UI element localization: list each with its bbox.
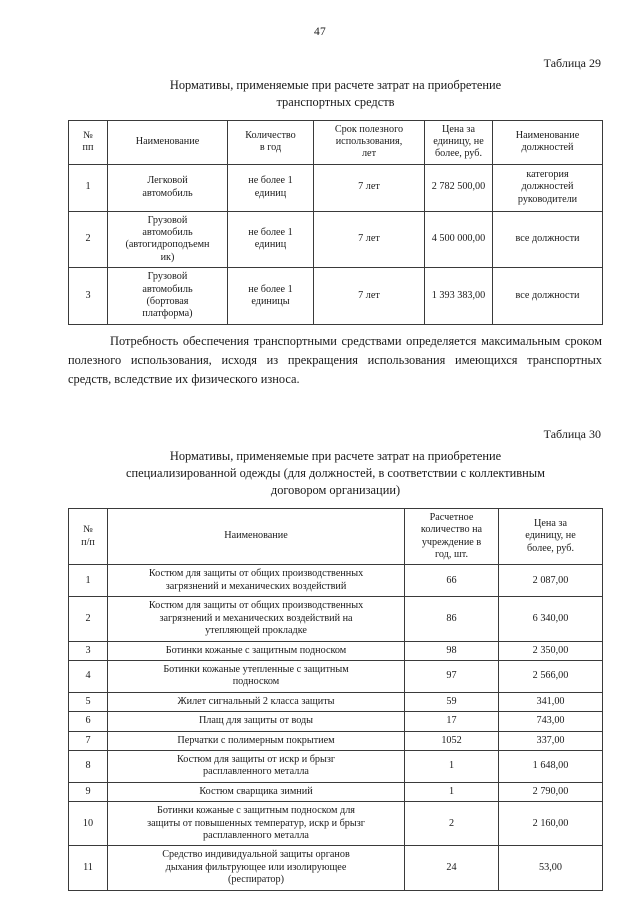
cell-name: Перчатки с полимерным покрытием (108, 731, 405, 750)
table29-col-positions: Наименование должностей (493, 121, 603, 165)
table29-title-line-1: Нормативы, применяемые при расчете затрат на приобретение (169, 78, 502, 92)
table30-body (69, 565, 603, 890)
cell-price: 2 087,00 (499, 565, 603, 597)
cell-qty: 66 (405, 565, 499, 597)
table30-title-line-3: договором организации) (270, 482, 401, 497)
cell-name: Жилет сигнальный 2 класса защиты (108, 692, 405, 711)
cell-qty: не более 1 единицы (228, 268, 314, 325)
table29-col-qty: Количество в год (228, 121, 314, 165)
table-row (69, 731, 603, 750)
cell-num: 3 (69, 641, 108, 660)
cell-qty: 59 (405, 692, 499, 711)
table29-col-term: Срок полезного использования, лет (314, 121, 425, 165)
table30-title-line-1: Нормативы, применяемые при расчете затрат на приобретение (169, 448, 502, 463)
cell-price: 2 566,00 (499, 660, 603, 692)
cell-num: 7 (69, 731, 108, 750)
cell-qty: 86 (405, 597, 499, 641)
cell-name: Легковой автомобиль (108, 164, 228, 211)
table29-col-price: Цена за единицу, не более, руб. (425, 121, 493, 165)
cell-term: 7 лет (314, 268, 425, 325)
cell-price: 1 648,00 (499, 750, 603, 782)
cell-name: Ботинки кожаные утепленные с защитным подноском (108, 660, 405, 692)
cell-qty: 1052 (405, 731, 499, 750)
cell-term: 7 лет (314, 211, 425, 268)
cell-price: 1 393 383,00 (425, 268, 493, 325)
cell-price: 53,00 (499, 846, 603, 890)
table-header-row (69, 508, 603, 565)
table29-body (69, 164, 603, 324)
table-row (69, 782, 603, 801)
cell-num: 8 (69, 750, 108, 782)
table30-col-qty: Расчетное количество на учреждение в год, шт. (405, 508, 499, 565)
table-row (69, 802, 603, 846)
cell-price: 6 340,00 (499, 597, 603, 641)
cell-name: Ботинки кожаные с защитным подноском для защиты от повышенных температур, искр и брызг расплавленного металла (108, 802, 405, 846)
cell-qty: 97 (405, 660, 499, 692)
cell-qty: 1 (405, 750, 499, 782)
page-content (68, 56, 603, 891)
table-row (69, 660, 603, 692)
table29-header (69, 121, 603, 165)
table30-col-num: № п/п (69, 508, 108, 565)
cell-price: 337,00 (499, 731, 603, 750)
cell-num: 5 (69, 692, 108, 711)
table-row (69, 641, 603, 660)
table30-header (69, 508, 603, 565)
cell-price: 4 500 000,00 (425, 211, 493, 268)
table29-title (68, 77, 603, 111)
cell-price: 743,00 (499, 712, 603, 731)
table-29 (68, 120, 603, 325)
cell-num: 1 (69, 565, 108, 597)
cell-num: 3 (69, 268, 108, 325)
table30-col-price: Цена за единицу, не более, руб. (499, 508, 603, 565)
cell-num: 6 (69, 712, 108, 731)
cell-name: Средство индивидуальной защиты органов дыхания фильтрующее или изолирующее (респиратор) (108, 846, 405, 890)
table-row (69, 268, 603, 325)
cell-num: 2 (69, 211, 108, 268)
cell-qty: 1 (405, 782, 499, 801)
cell-price: 2 782 500,00 (425, 164, 493, 211)
cell-num: 4 (69, 660, 108, 692)
cell-name: Костюм для защиты от общих производственных загрязнений и механических воздействий на утепляющей прокладке (108, 597, 405, 641)
cell-positions: все должности (493, 268, 603, 325)
cell-qty: 24 (405, 846, 499, 890)
cell-name: Костюм для защиты от общих производственных загрязнений и механических воздействий (108, 565, 405, 597)
table30-col-name: Наименование (108, 508, 405, 565)
cell-qty: не более 1 единиц (228, 211, 314, 268)
table-row (69, 164, 603, 211)
cell-name: Грузовой автомобиль (бортовая платформа) (108, 268, 228, 325)
cell-qty: 2 (405, 802, 499, 846)
cell-price: 341,00 (499, 692, 603, 711)
cell-positions: категория должностей руководители (493, 164, 603, 211)
table30-label: Таблица 30 (543, 426, 601, 441)
cell-name: Грузовой автомобиль (автогидроподъемн ик) (108, 211, 228, 268)
table-row (69, 692, 603, 711)
cell-qty: 98 (405, 641, 499, 660)
cell-qty: 17 (405, 712, 499, 731)
table29-title-line-2: транспортных средств (276, 95, 395, 109)
cell-num: 9 (69, 782, 108, 801)
table29-col-num: № пп (69, 121, 108, 165)
cell-positions: все должности (493, 211, 603, 268)
cell-num: 1 (69, 164, 108, 211)
table-row (69, 750, 603, 782)
table30-title (68, 448, 603, 499)
body-paragraph: Потребность обеспечения транспортными средствами определяется максимальным сроком полезного использования, исходя из прекращения использования имеющихся транспортных средств, вследствие их физического износа. (68, 333, 602, 386)
table-row (69, 846, 603, 890)
cell-num: 11 (69, 846, 108, 890)
table29-label: Таблица 29 (543, 56, 601, 70)
cell-num: 2 (69, 597, 108, 641)
table-row (69, 712, 603, 731)
cell-name: Ботинки кожаные с защитным подноском (108, 641, 405, 660)
cell-term: 7 лет (314, 164, 425, 211)
table-row (69, 597, 603, 641)
table-row (69, 211, 603, 268)
cell-qty: не более 1 единиц (228, 164, 314, 211)
cell-price: 2 350,00 (499, 641, 603, 660)
cell-price: 2 790,00 (499, 782, 603, 801)
page-number: 47 (314, 26, 326, 38)
cell-name: Плащ для защиты от воды (108, 712, 405, 731)
cell-num: 10 (69, 802, 108, 846)
table29-col-name: Наименование (108, 121, 228, 165)
table30-title-line-2: специализированной одежды (для должностей, в соответствии с коллективным (126, 465, 545, 480)
cell-name: Костюм для защиты от искр и брызг расплавленного металла (108, 750, 405, 782)
table-header-row (69, 121, 603, 165)
table-row (69, 565, 603, 597)
table-30 (68, 508, 603, 891)
cell-price: 2 160,00 (499, 802, 603, 846)
cell-name: Костюм сварщика зимний (108, 782, 405, 801)
